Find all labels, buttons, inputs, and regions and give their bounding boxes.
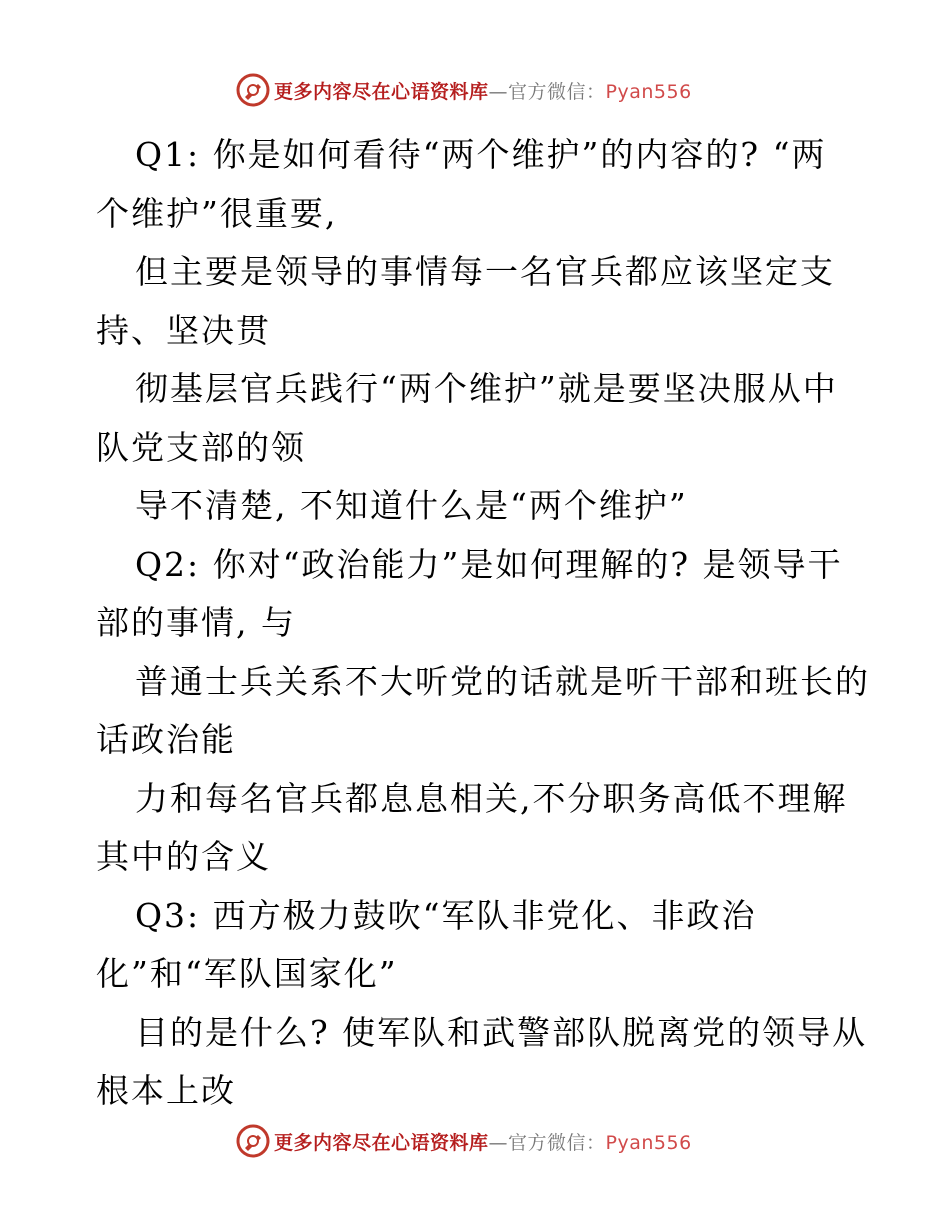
document-body [96, 126, 870, 1121]
text-line: 持、坚决贯 [96, 310, 271, 350]
banner-official-label: 官方微信： [508, 80, 606, 103]
text-line: 普通士兵关系不大听党的话就是听干部和班长的 [135, 661, 870, 701]
text-line: 队党支部的领 [96, 427, 306, 467]
footer-banner [236, 1123, 692, 1159]
logo-icon [236, 73, 270, 107]
banner-text [274, 77, 692, 104]
text-line: 部的事情, 与 [96, 603, 296, 642]
banner-main-text: 更多内容尽在心语资料库 [274, 1131, 489, 1154]
banner-text [274, 1128, 692, 1155]
text-line: Q1: 你是如何看待“两个维护”的内容的? “两 [135, 135, 827, 174]
header-banner [236, 72, 692, 108]
banner-official-label: 官方微信： [508, 1131, 606, 1154]
banner-wechat-id: Pyan556 [605, 80, 692, 103]
text-line: 彻基层官兵践行“两个维护”就是要坚决服从中 [135, 369, 838, 408]
banner-dash: — [488, 80, 509, 103]
text-line: 话政治能 [96, 720, 236, 759]
banner-dash: — [488, 1131, 509, 1154]
text-line: 导不清楚, 不知道什么是“两个维护” [135, 486, 688, 525]
text-line: 化”和“军队国家化” [96, 954, 398, 993]
text-line: Q3: 西方极力鼓吹“军队非党化、非政治 [135, 895, 757, 935]
logo-icon [236, 1124, 270, 1158]
text-line: Q2: 你对“政治能力”是如何理解的? 是领导干 [135, 544, 843, 584]
text-line: 其中的含义 [96, 837, 271, 876]
banner-wechat-id: Pyan556 [605, 1131, 692, 1154]
banner-main-text: 更多内容尽在心语资料库 [274, 80, 489, 103]
text-line: 力和每名官兵都息息相关,不分职务高低不理解 [135, 778, 848, 818]
text-line: 个维护”很重要, [96, 193, 338, 233]
text-line: 目的是什么? 使军队和武警部队脱离党的领导从 [135, 1012, 868, 1052]
text-line: 根本上改 [96, 1071, 236, 1110]
text-line: 但主要是领导的事情每一名官兵都应该坚定支 [135, 252, 835, 291]
